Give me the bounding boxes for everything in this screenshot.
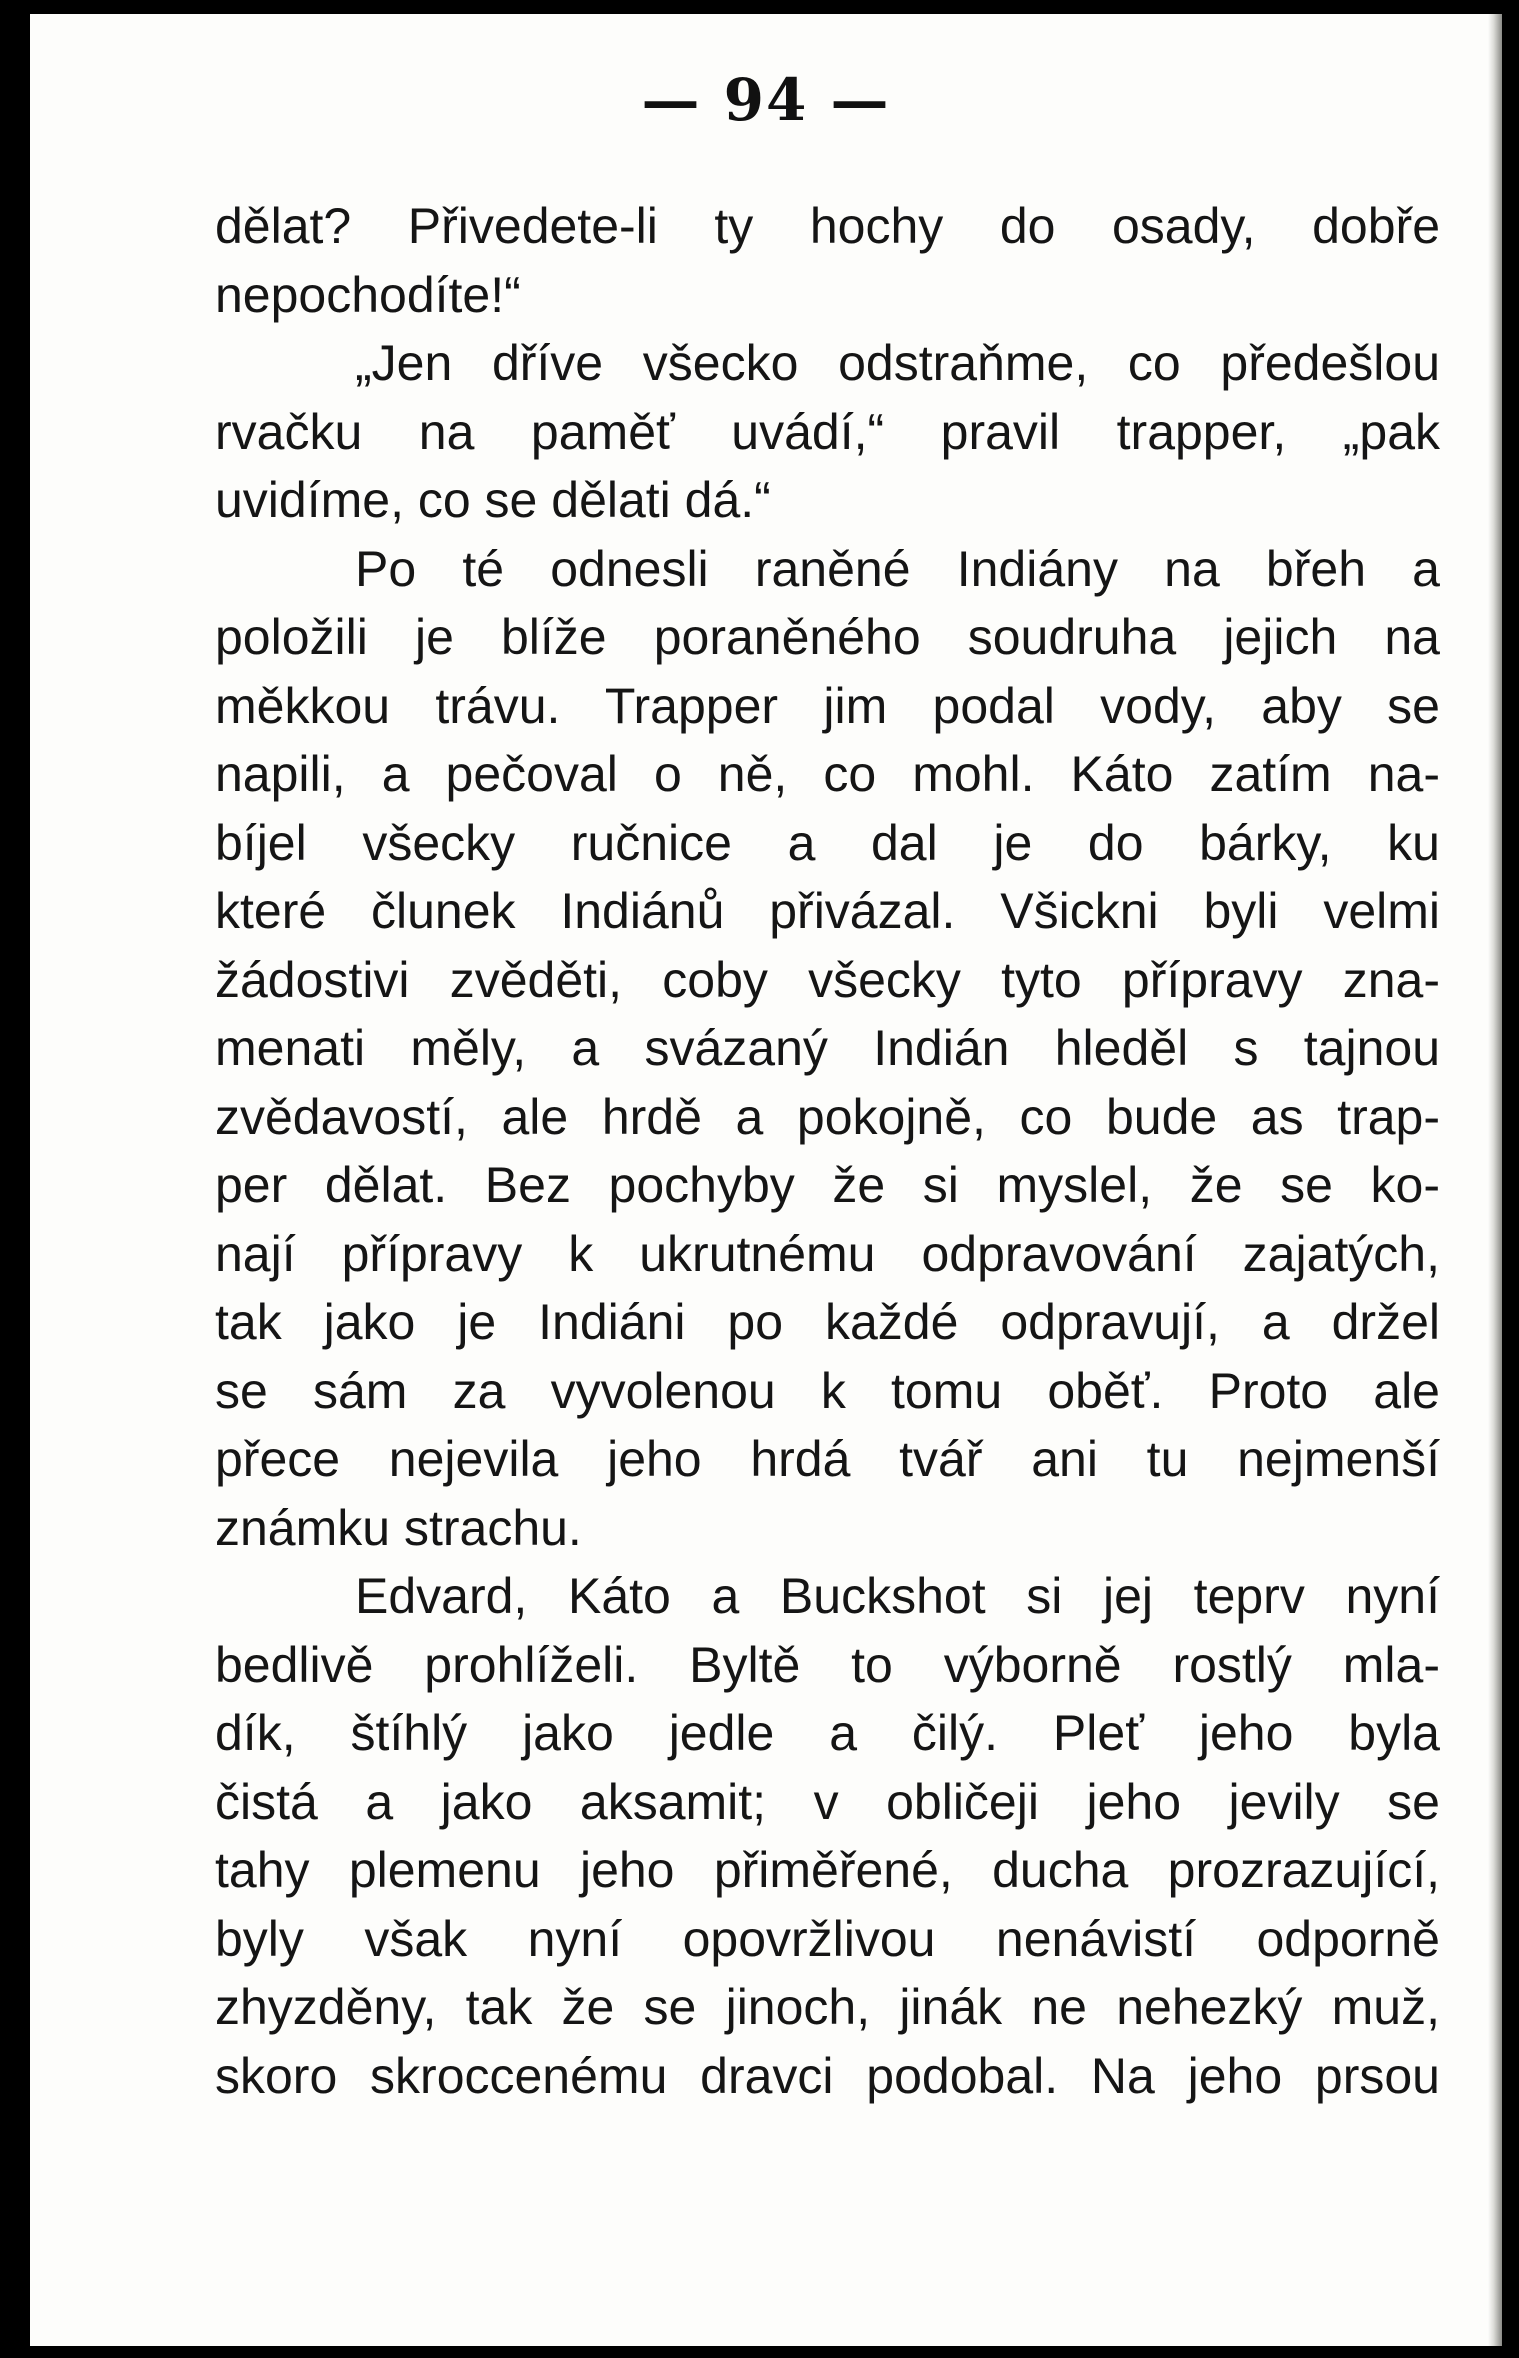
text-line: se sám za vyvolenou k tomu oběť. Proto ale [215,1362,1440,1419]
text-line: zhyzděny, tak že se jinoch, jinák ne nehezký muž, [215,1979,1440,2035]
text-line: tahy plemenu jeho přiměřené, ducha prozrazující, [215,1842,1440,1898]
text-line: skoro skroccenému dravci podobal. Na jeho prsou [215,2047,1440,2104]
text-line: přece nejevila jeho hrdá tvář ani tu nejmenší [215,1431,1440,1487]
text-line: dík, štíhlý jako jedle a čilý. Pleť jeho byla [215,1705,1440,1761]
text-line: žádostivi zvěděti, coby všecky tyto přípravy zna- [215,951,1440,1008]
text-line: nají přípravy k ukrutnému odpravování zajatých, [215,1225,1440,1282]
text-line: Po té odnesli raněné Indiány na břeh a [355,540,1440,597]
text-line: uvidíme, co se dělati dá.“ [215,472,771,528]
text-line: napili, a pečoval o ně, co mohl. Káto zatím na- [215,746,1440,802]
text-line: tak jako je Indiáni po každé odpravují, a držel [215,1294,1440,1350]
text-line: měkkou trávu. Trapper jim podal vody, aby se [215,677,1440,734]
text-line: položili je blíže poraněného soudruha jejich na [215,609,1440,665]
text-line: dělat? Přivedete-li ty hochy do osady, dobře [215,198,1440,254]
text-line: které člunek Indiánů přivázal. Všickni byli velmi [215,883,1440,939]
text-line: bedlivě prohlíželi. Byltě to výborně rostlý mla- [215,1636,1440,1693]
text-line: „Jen dříve všecko odstraňme, co předešlou [355,335,1440,391]
text-line: per dělat. Bez pochyby že si myslel, že se ko- [215,1157,1440,1213]
text-line: rvačku na paměť uvádí,“ pravil trapper, „pak [215,403,1440,460]
text-line: byly však nyní opovržlivou nenávistí odporně [215,1910,1440,1967]
text-line: známku strachu. [215,1499,582,1556]
text-line: čistá a jako aksamit; v obličeji jeho jevily se [215,1773,1440,1830]
page-edge [1488,14,1502,2346]
text-line: zvědavostí, ale hrdě a pokojně, co bude as trap- [215,1088,1440,1145]
body-text [215,192,1440,2110]
book-page [30,14,1502,2346]
text-line: menati měly, a svázaný Indián hleděl s tajnou [215,1020,1440,1076]
text-line: bíjel všecky ručnice a dal je do bárky, ku [215,814,1440,871]
text-line: Edvard, Káto a Buckshot si jej teprv nyní [355,1568,1440,1624]
text-line: nepochodíte!“ [215,266,521,323]
page-number: — 94 — [641,66,891,134]
